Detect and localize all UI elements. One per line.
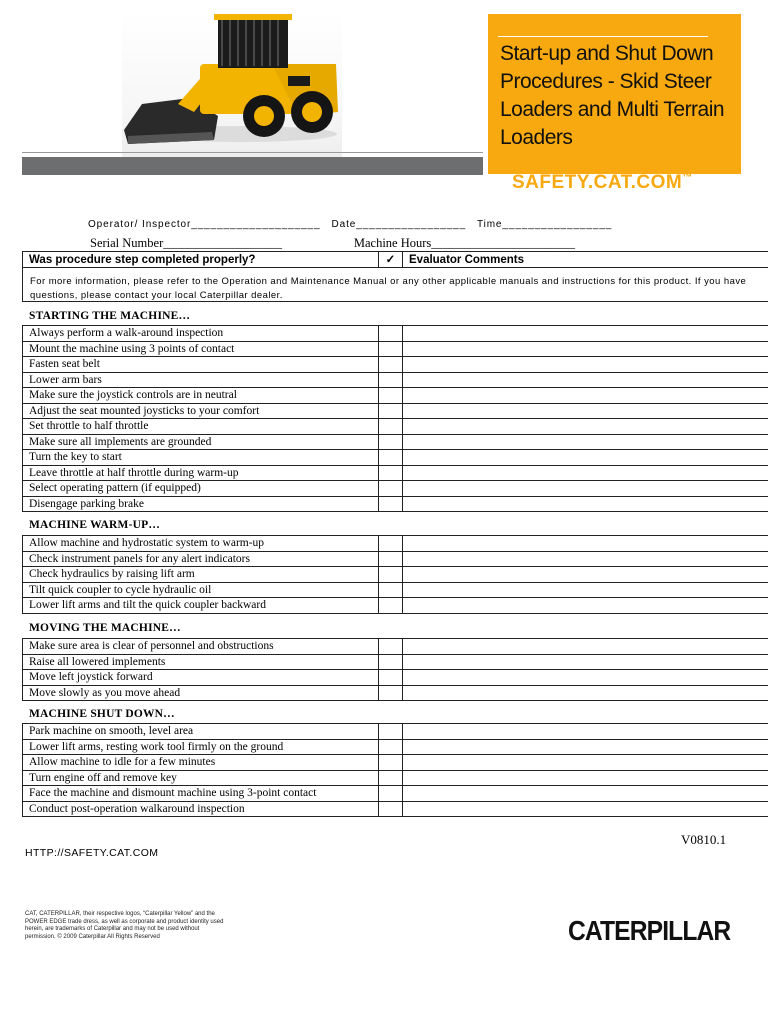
evaluator-comment-cell[interactable] <box>403 786 768 802</box>
website-text: SAFETY.CAT.COM <box>512 172 683 193</box>
procedure-step: Fasten seat belt <box>23 357 379 373</box>
checklist-row <box>23 670 768 686</box>
evaluator-comment-cell[interactable] <box>403 481 768 497</box>
procedure-step: Lower lift arms, resting work tool firmly on the ground <box>23 739 379 755</box>
evaluator-comment-cell[interactable] <box>403 582 768 598</box>
checklist-row <box>23 341 768 357</box>
checklist-row <box>23 598 768 614</box>
checklist-row <box>23 786 768 802</box>
checklist-row <box>23 551 768 567</box>
question-header: Was procedure step completed properly? <box>23 252 379 268</box>
evaluator-comment-cell[interactable] <box>403 403 768 419</box>
completed-checkbox[interactable] <box>379 372 403 388</box>
evaluator-comment-cell[interactable] <box>403 419 768 435</box>
completed-checkbox[interactable] <box>379 536 403 552</box>
checklist-row <box>23 326 768 342</box>
procedure-step: Move slowly as you move ahead <box>23 685 379 701</box>
procedure-step: Raise all lowered implements <box>23 654 379 670</box>
checkmark-icon: ✓ <box>379 252 403 268</box>
evaluator-comment-cell[interactable] <box>403 372 768 388</box>
evaluator-comment-cell[interactable] <box>403 801 768 817</box>
section-title-starting: STARTING THE MACHINE… <box>29 310 191 322</box>
checklist-shutdown <box>22 723 768 817</box>
evaluator-comment-cell[interactable] <box>403 685 768 701</box>
version-number: V0810.1 <box>681 832 727 847</box>
evaluator-comment-cell[interactable] <box>403 465 768 481</box>
section-title-shutdown: MACHINE SHUT DOWN… <box>29 708 175 720</box>
header-divider <box>22 152 483 153</box>
website-brand <box>512 172 693 194</box>
evaluator-comment-cell[interactable] <box>403 670 768 686</box>
completed-checkbox[interactable] <box>379 419 403 435</box>
checklist-row <box>23 801 768 817</box>
checklist-row <box>23 654 768 670</box>
checklist-moving <box>22 638 768 701</box>
evaluator-comment-cell[interactable] <box>403 496 768 512</box>
completed-checkbox[interactable] <box>379 357 403 373</box>
procedure-step: Lower lift arms and tilt the quick coupler backward <box>23 598 379 614</box>
procedure-step: Check instrument panels for any alert indicators <box>23 551 379 567</box>
procedure-step: Mount the machine using 3 points of contact <box>23 341 379 357</box>
completed-checkbox[interactable] <box>379 801 403 817</box>
checklist-row <box>23 419 768 435</box>
evaluator-comment-cell[interactable] <box>403 388 768 404</box>
completed-checkbox[interactable] <box>379 434 403 450</box>
checklist-warmup <box>22 535 768 614</box>
evaluator-comment-cell[interactable] <box>403 598 768 614</box>
procedure-step: Check hydraulics by raising lift arm <box>23 567 379 583</box>
completed-checkbox[interactable] <box>379 567 403 583</box>
checklist-row <box>23 481 768 497</box>
procedure-step: Leave throttle at half throttle during warm-up <box>23 465 379 481</box>
info-notice: For more information, please refer to the Operation and Maintenance Manual or any other applicable manuals and instructions for this product. If you have questions, please contact your local Caterpillar dealer. <box>22 267 768 302</box>
skid-steer-photo <box>122 12 342 157</box>
evaluator-comment-cell[interactable] <box>403 357 768 373</box>
procedure-step: Make sure all implements are grounded <box>23 434 379 450</box>
evaluator-comment-cell[interactable] <box>403 567 768 583</box>
checklist-starting <box>22 325 768 512</box>
legal-notice: CAT, CATERPILLAR, their respective logos, “Caterpillar Yellow” and the POWER EDGE trade dress, as well as corporate and product identity used herein, are trademarks of Caterpillar and may not be used without permission. © 2009 Caterpillar All Rights Reserved <box>25 911 224 940</box>
procedure-step: Tilt quick coupler to cycle hydraulic oil <box>23 582 379 598</box>
evaluator-comment-cell[interactable] <box>403 724 768 740</box>
procedure-step: Lower arm bars <box>23 372 379 388</box>
evaluator-comment-cell[interactable] <box>403 551 768 567</box>
checklist-row <box>23 372 768 388</box>
completed-checkbox[interactable] <box>379 582 403 598</box>
procedure-step: Park machine on smooth, level area <box>23 724 379 740</box>
checklist-row <box>23 582 768 598</box>
evaluator-comment-cell[interactable] <box>403 450 768 466</box>
completed-checkbox[interactable] <box>379 496 403 512</box>
completed-checkbox[interactable] <box>379 465 403 481</box>
header-row <box>23 252 768 268</box>
evaluator-comment-cell[interactable] <box>403 326 768 342</box>
checklist-row <box>23 403 768 419</box>
procedure-step: Select operating pattern (if equipped) <box>23 481 379 497</box>
completed-checkbox[interactable] <box>379 654 403 670</box>
completed-checkbox[interactable] <box>379 755 403 771</box>
completed-checkbox[interactable] <box>379 388 403 404</box>
procedure-step: Adjust the seat mounted joysticks to your comfort <box>23 403 379 419</box>
header-gray-bar <box>22 157 483 175</box>
footer-url[interactable]: HTTP://SAFETY.CAT.COM <box>25 847 159 859</box>
checklist-row <box>23 496 768 512</box>
checklist-header <box>22 251 768 268</box>
procedure-step: Make sure area is clear of personnel and obstructions <box>23 639 379 655</box>
checklist-row <box>23 685 768 701</box>
completed-checkbox[interactable] <box>379 551 403 567</box>
checklist-row <box>23 465 768 481</box>
procedure-step: Turn engine off and remove key <box>23 770 379 786</box>
procedure-step: Allow machine and hydrostatic system to warm-up <box>23 536 379 552</box>
completed-checkbox[interactable] <box>379 598 403 614</box>
completed-checkbox[interactable] <box>379 639 403 655</box>
completed-checkbox[interactable] <box>379 403 403 419</box>
procedure-step: Make sure the joystick controls are in neutral <box>23 388 379 404</box>
completed-checkbox[interactable] <box>379 670 403 686</box>
completed-checkbox[interactable] <box>379 481 403 497</box>
checklist-row <box>23 770 768 786</box>
serial-hours-line[interactable]: Serial Number___________________ Machine Hours_______________________ <box>90 236 576 250</box>
completed-checkbox[interactable] <box>379 739 403 755</box>
checklist-row <box>23 755 768 771</box>
completed-checkbox[interactable] <box>379 770 403 786</box>
logo-text: CATERPILLAR <box>568 915 731 946</box>
comments-header: Evaluator Comments <box>403 252 768 268</box>
checklist-row <box>23 567 768 583</box>
evaluator-comment-cell[interactable] <box>403 536 768 552</box>
checklist-row <box>23 724 768 740</box>
operator-date-time-line[interactable]: Operator/ Inspector____________________ Date_________________ Time_________________ <box>88 219 613 230</box>
skid-steer-illustration <box>122 12 342 157</box>
procedure-step: Conduct post-operation walkaround inspection <box>23 801 379 817</box>
evaluator-comment-cell[interactable] <box>403 739 768 755</box>
checklist-row <box>23 388 768 404</box>
checklist-row <box>23 357 768 373</box>
completed-checkbox[interactable] <box>379 450 403 466</box>
section-title-warmup: MACHINE WARM-UP… <box>29 519 161 531</box>
completed-checkbox[interactable] <box>379 341 403 357</box>
checklist-row <box>23 434 768 450</box>
completed-checkbox[interactable] <box>379 786 403 802</box>
completed-checkbox[interactable] <box>379 724 403 740</box>
procedure-step: Allow machine to idle for a few minutes <box>23 755 379 771</box>
caterpillar-logo <box>568 915 730 947</box>
checklist-row <box>23 450 768 466</box>
checklist-row <box>23 536 768 552</box>
evaluator-comment-cell[interactable] <box>403 639 768 655</box>
completed-checkbox[interactable] <box>379 685 403 701</box>
evaluator-comment-cell[interactable] <box>403 654 768 670</box>
trademark-symbol: ™ <box>682 172 693 184</box>
completed-checkbox[interactable] <box>379 326 403 342</box>
procedure-step: Set throttle to half throttle <box>23 419 379 435</box>
procedure-step: Always perform a walk-around inspection <box>23 326 379 342</box>
procedure-step: Disengage parking brake <box>23 496 379 512</box>
section-title-moving: MOVING THE MACHINE… <box>29 622 181 634</box>
procedure-step: Turn the key to start <box>23 450 379 466</box>
procedure-step: Face the machine and dismount machine using 3-point contact <box>23 786 379 802</box>
evaluator-comment-cell[interactable] <box>403 755 768 771</box>
checklist-row <box>23 639 768 655</box>
evaluator-comment-cell[interactable] <box>403 434 768 450</box>
checklist-row <box>23 739 768 755</box>
procedure-step: Move left joystick forward <box>23 670 379 686</box>
evaluator-comment-cell[interactable] <box>403 770 768 786</box>
title-rule <box>498 36 708 37</box>
document-title: Start-up and Shut Down Procedures - Skid Steer Loaders and Multi Terrain Loaders <box>500 42 725 149</box>
evaluator-comment-cell[interactable] <box>403 341 768 357</box>
